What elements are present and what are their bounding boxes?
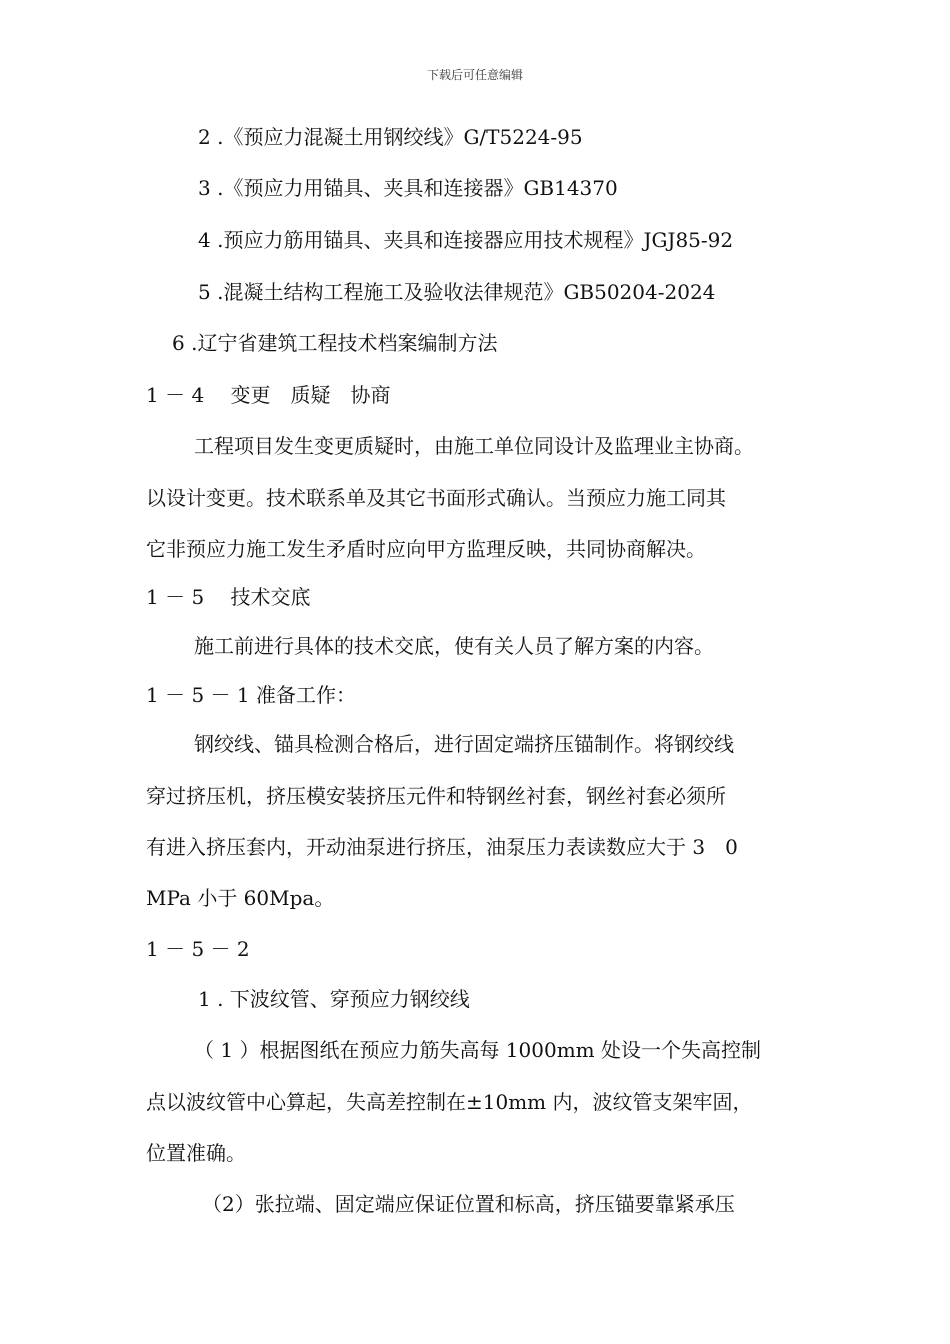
section-heading-1-5: 1 － 5 技术交底 <box>146 585 311 609</box>
paragraph-line: MPa 小于 60Mpa。 <box>146 886 335 910</box>
subsection-heading: 1 . 下波纹管、穿预应力钢绞线 <box>198 987 470 1011</box>
paragraph-line: 以设计变更。技术联系单及其它书面形式确认。当预应力施工同其 <box>146 486 726 510</box>
paragraph-line: 它非预应力施工发生矛盾时应向甲方监理反映，共同协商解决。 <box>146 537 706 561</box>
section-heading-1-5-1: 1 － 5 － 1 准备工作： <box>146 683 356 707</box>
reference-item-4: 4 .预应力筋用锚具、夹具和连接器应用技术规程》JGJ85-92 <box>198 228 734 252</box>
paragraph-line: （ 1 ）根据图纸在预应力筋失高每 1000mm 处设一个失高控制 <box>194 1038 761 1062</box>
reference-item-5: 5 .混凝土结构工程施工及验收法律规范》GB50204-2024 <box>198 280 716 304</box>
paragraph-line: 工程项目发生变更质疑时，由施工单位同设计及监理业主协商。 <box>194 434 754 458</box>
paragraph-line: 有进入挤压套内，开动油泵进行挤压，油泵压力表读数应大于 3 0 <box>146 835 738 859</box>
paragraph-line: 施工前进行具体的技术交底，使有关人员了解方案的内容。 <box>194 634 714 658</box>
page-header: 下载后可任意编辑 <box>426 68 523 82</box>
paragraph-line: 点以波纹管中心算起，失高差控制在±10mm 内，波纹管支架牢固， <box>146 1090 753 1114</box>
section-heading-1-5-2: 1 － 5 － 2 <box>146 937 250 961</box>
paragraph-line: （2）张拉端、固定端应保证位置和标高，挤压锚要靠紧承压 <box>202 1192 735 1216</box>
section-heading-1-4: 1 － 4 变更 质疑 协商 <box>146 383 391 407</box>
paragraph-line: 钢绞线、锚具检测合格后，进行固定端挤压锚制作。将钢绞线 <box>194 732 734 756</box>
reference-item-6: 6 .辽宁省建筑工程技术档案编制方法 <box>172 331 498 355</box>
paragraph-line: 穿过挤压机，挤压模安装挤压元件和特钢丝衬套，钢丝衬套必须所 <box>146 784 726 808</box>
reference-item-2: 2 .《预应力混凝土用钢绞线》G/T5224-95 <box>198 125 583 149</box>
reference-item-3: 3 .《预应力用锚具、夹具和连接器》GB14370 <box>198 176 618 200</box>
paragraph-line: 位置准确。 <box>146 1141 246 1165</box>
